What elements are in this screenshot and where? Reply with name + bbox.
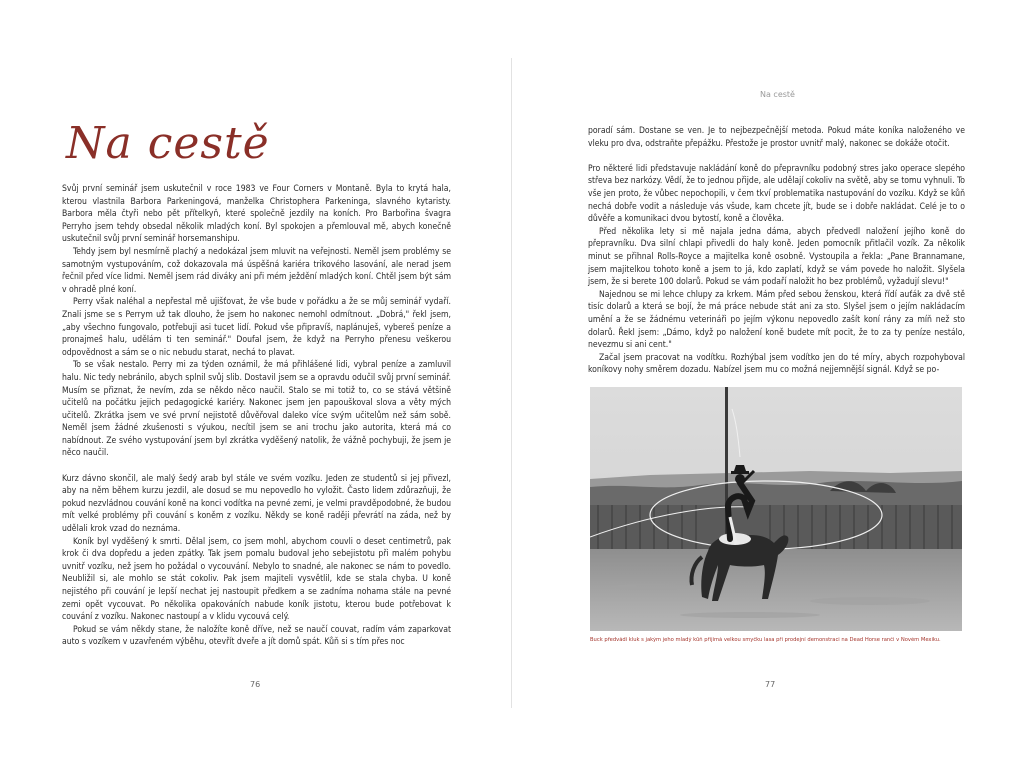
paragraph: Koník byl vyděšený k smrti. Dělal jsem, co jsem mohl, abychom couvli o deset centimetrů, pak krok či dva dopředu a jeden zpátky. Tak jsem pomalu budoval jeho sebejistotu při malém pohybu uvnitř vozíku, než jsem ho požádal o vycouvání. Nebylo to snadné, ale nakonec se nám to povedlo. Neubližil si, ale mohlo se stát cokoliv. Pak jsem majiteli vysvětlil, kde se stala chyba. U koně nejistého při couvání je lepší nechat jej nastoupit předkem a se zadníma nohama stále na pevné zemi opět vycouvat. Po několika opakováních nabude koník jistotu, kterou bude potřebovat k couvání z vozíku. Nakonec nastoupí a v klidu vycouvá celý. (62, 536, 451, 623)
left-page (0, 0, 511, 768)
paragraph: To se však nestalo. Perry mi za týden oznámil, že má přihlášené lidi, vybral peníze a zamluvil halu. Nic tedy nebránilo, abych splnil svůj slib. Dostavil jsem se a opravdu odučil svůj první seminář. Musím se přiznat, že nevím, zda se někdo něco naučil. Stalo se mi totiž to, co se stává většině učitelů na počátku jejich pedagogické kariéry. Nakonec jsem jen papouškoval slova a věty mých učitelů. Zkrátka jsem ve své první nejistotě důvěřoval daleko více svým učitelům než sám sobě. Neměl jsem žádné zkušenosti s výukou, necítil jsem se ani trochu jako autorita, která má co nabídnout. Ze svého vystupování jsem byl zkrátka vyděšený natolik, že vážně pochybuji, že jsem je něco naučil. (62, 360, 451, 459)
paragraph: Tehdy jsem byl nesmírně plachý a nedokázal jsem mluvit na veřejnosti. Neměl jsem problémy se samotným vystupováním, což dokazovala má úspěšná kariéra trikového lasování, ale nerad jsem řečnil před více lidmi. Neměl jsem rád diváky ani při mém ježdění mladých koní. Chtěl jsem být sám v ohradě plné koní. (62, 246, 451, 295)
paragraph: Pro některé lidi představuje nakládání koně do přepravníku podobný stres jako operace slepého střeva bez narkózy. Vědí, že to jednou přijde, ale udělají cokoliv na světě, aby se tomu vyhnuli. To vše jen proto, že vůbec nepochopili, v čem tkví problematika nastupování do vozíku. Když se kůň nechá dobře vodit a následuje vás všude, kam chcete jít, bude se i dobře nakládat. Celé je to o důvěře a komunikaci dvou bytostí, koně a člověka. (588, 163, 965, 225)
right-page (512, 0, 1024, 768)
cowboy-roping-photo (590, 387, 962, 631)
paragraph: Perry však naléhal a nepřestal mě ujišťovat, že vše bude v pořádku a že se můj seminář vydaří. Znali jsme se s Perrym už tak dlouho, že jsem ho nakonec nemohl odmítnout. „Dobrá," řekl jsem, „aby všechno fungovalo, potřebuji asi tucet lidí. Pokud vše připravíš, naplánuješ, vybereš peníze a pronajmeš halu, udělám ti ten seminář." Doufal jsem, že když na Perryho přenesu veškerou odpovědnost a sám se o nic nebudu starat, nechá to plavat. (62, 297, 451, 358)
paragraph: Pokud se vám někdy stane, že naložíte koně dříve, než se naučí couvat, radím vám zaparkovat auto s vozíkem v uzavřeném výběhu, otevřít dveře a jít domů spát. Kůň si s tím přes noc (62, 624, 451, 648)
chapter-title: Na cestě (66, 118, 270, 169)
paragraph: Najednou se mi lehce chlupy za krkem. Mám před sebou ženskou, která řídí auťák za dvě stě tisíc dolarů a která se bojí, že má práce nebude stát ani za sto. Slyšel jsem o jejím nakládacím umění a že se žádnému veterináři po jejím výkonu nepovedlo zašít koní rány za míň než sto dolarů. Řekl jsem: „Dámo, když po naložení koně budete mít pocit, že to za ty peníze nestálo, nevezmu si ani cent." (588, 289, 965, 351)
left-body-text (62, 183, 451, 649)
paragraph: poradí sám. Dostane se ven. Je to nejbezpečnější metoda. Pokud máte koníka naloženého ve vleku pro dva, odstraňte přepážku. Přestože je prostor uvnitř malý, nakonec se dokáže otočit. (588, 126, 965, 149)
right-body-text (588, 125, 965, 377)
paragraph: Před několika lety si mě najala jedna dáma, abych předvedl naložení jejího koně do přepravníku. Dva silní chlapi přivedli do haly koně. Jeden pomocník přitlačil vozík. Za několik minut se přihnal Rolls-Royce a majitelka koně osobně. Vystoupila a řekla: „Pane Brannamane, jsem majitelkou tohoto koně a jsem to já, kdo zaplatí, když se vám povede ho naložit. Slyšela jsem, že si berete 100 dolarů. Pokud se vám podaří naložit ho bez problémů, vyžadují slevu!" (588, 226, 965, 288)
paragraph: Svůj první seminář jsem uskutečnil v roce 1983 ve Four Corners v Montaně. Byla to krytá hala, kterou vlastnila Barbora Parkeningová, manželka Christophera Parkeninga, slavného kytaristy. Barbora měla čtyři nebo pět přítelkyň, které společně jezdily na koních. Pro Barbořina švagra Perryho jsem tehdy obsedal několik mladých koní. Byl spokojen a přemlouval mě, abych konečně uskutečnil svůj první seminář horsemanshipu. (62, 184, 451, 245)
paragraph: Kurz dávno skončil, ale malý šedý arab byl stále ve svém vozíku. Jeden ze studentů si jej přivezl, aby na něm během kurzu jezdil, ale dosud se mu nepovedlo ho vyložit. Často lidem zdůrazňuji, že pokud nezvládnou couvání koně na konci vodítka na pevné zemi, je velmi pravděpodobné, že budou mít velké problémy při couvání s koněm z vozíku. Někdy se koně raději převrátí na záda, než by udělali krok vzad do neznáma. (62, 473, 451, 535)
paragraph: Začal jsem pracovat na vodítku. Rozhýbal jsem vodítko jen do té míry, abych rozpohyboval koníkovy nohy směrem dozadu. Nabízel jsem mu co možná nejjemnější signál. Když se po- (588, 352, 965, 376)
page-number-left: 76 (250, 680, 261, 689)
page-number-right: 77 (765, 680, 776, 689)
running-head: Na cestě (760, 90, 795, 99)
photo-caption: Buck předvádí kluk s jakým jeho mladý kůň přijímá velkou smyčku lasa při prodejní demonstraci na Dead Horse ranči v Novém Mexiku. (590, 637, 941, 643)
